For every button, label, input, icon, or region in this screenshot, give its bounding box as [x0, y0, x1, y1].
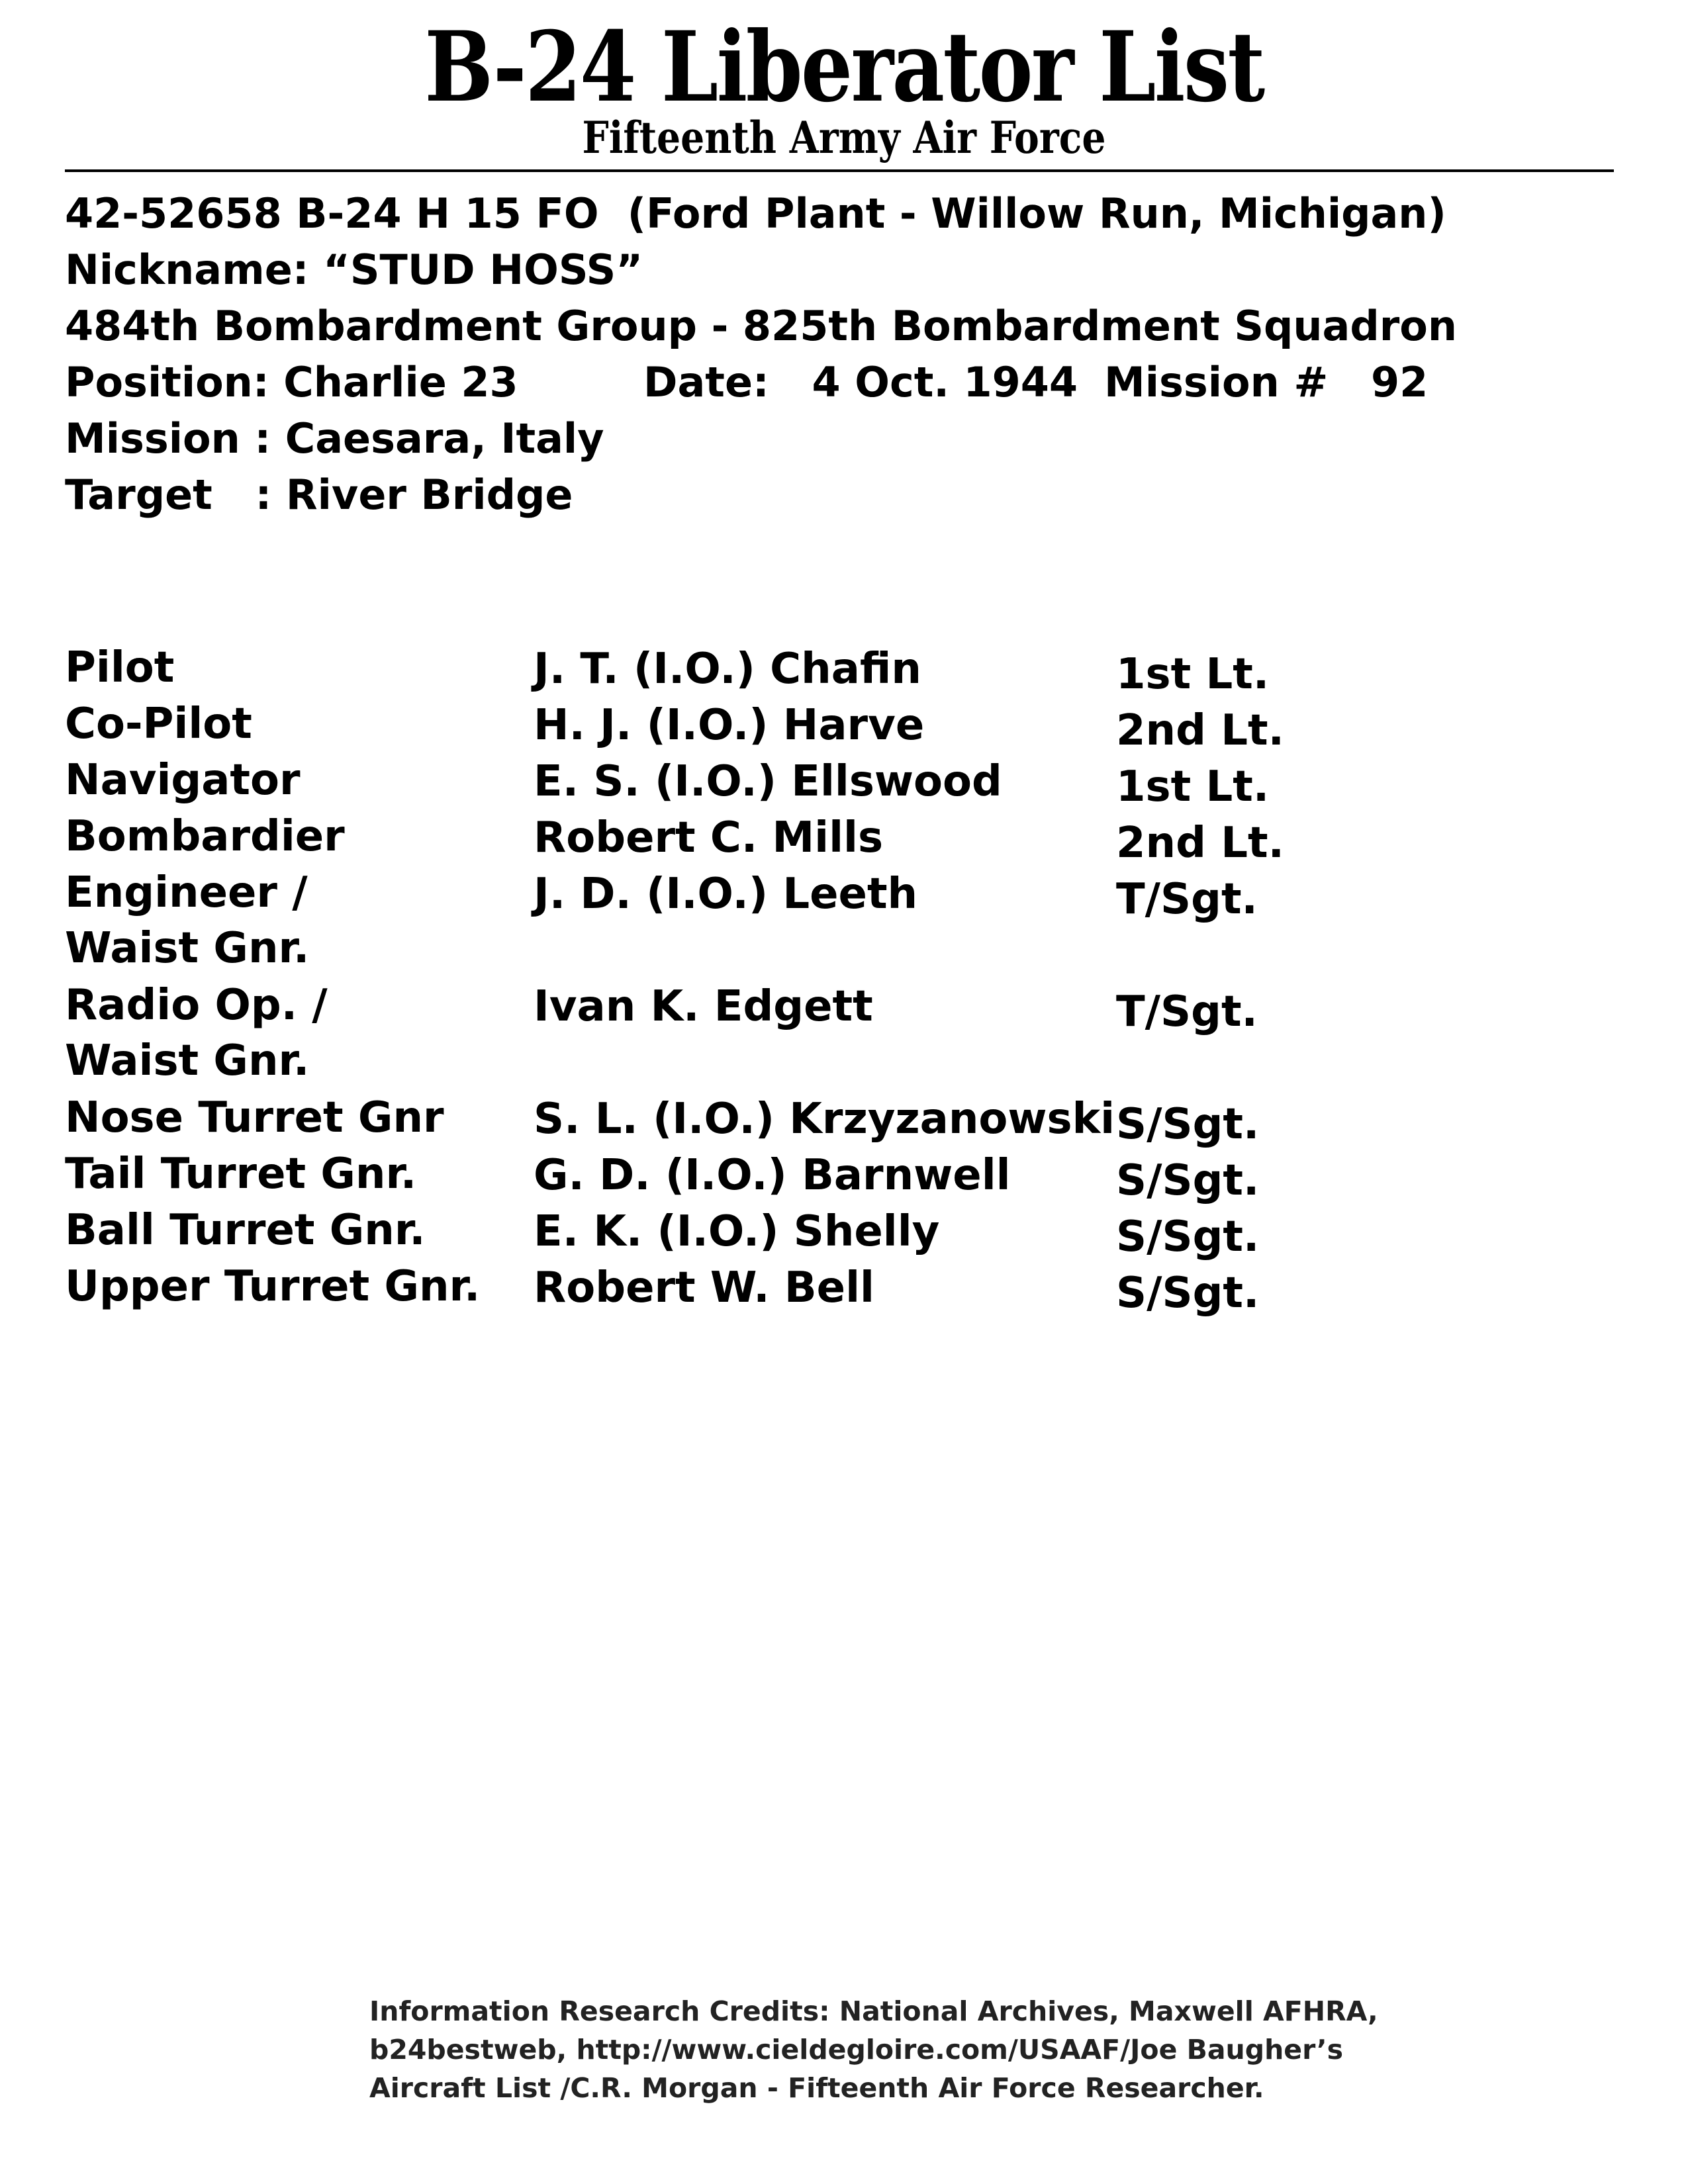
crew-rank: S/Sgt.: [1116, 1269, 1260, 1318]
aircraft-nickname-line: Nickname: “STUD HOSS”: [65, 246, 643, 294]
mission-target-line: Target : River Bridge: [65, 471, 573, 519]
crew-name: Ivan K. Edgett: [534, 982, 873, 1031]
crew-rank: 2nd Lt.: [1116, 819, 1284, 868]
mission-number: Mission # 92: [1104, 358, 1429, 406]
crew-name: S. L. (I.O.) Krzyzanowski: [534, 1095, 1115, 1144]
mission-location-line: Mission : Caesara, Italy: [65, 414, 604, 463]
crew-name: Robert C. Mills: [534, 813, 884, 862]
crew-name: J. T. (I.O.) Chafin: [534, 645, 921, 694]
crew-position: Bombardier: [65, 812, 345, 861]
credits-line: b24bestweb, http://www.cieldegloire.com/USAAF/Joe Baugher’s: [369, 2034, 1344, 2066]
crew-position: Ball Turret Gnr.: [65, 1206, 426, 1255]
crew-rank: S/Sgt.: [1116, 1100, 1260, 1149]
header-divider: [65, 169, 1614, 172]
credits-line: Information Research Credits: National Archives, Maxwell AFHRA,: [369, 1995, 1378, 2027]
crew-name: J. D. (I.O.) Leeth: [534, 870, 918, 919]
crew-rank: T/Sgt.: [1116, 987, 1258, 1036]
crew-position: Radio Op. / Waist Gnr.: [65, 981, 328, 1085]
crew-position: Upper Turret Gnr.: [65, 1262, 481, 1311]
aircraft-unit-line: 484th Bombardment Group - 825th Bombardment Squadron: [65, 302, 1458, 350]
crew-name: E. S. (I.O.) Ellswood: [534, 757, 1002, 806]
crew-position: Nose Turret Gnr: [65, 1093, 444, 1142]
crew-rank: 2nd Lt.: [1116, 706, 1284, 755]
crew-rank: S/Sgt.: [1116, 1156, 1260, 1205]
crew-position: Pilot: [65, 643, 175, 692]
mission-date: Date: 4 Oct. 1944: [643, 358, 1078, 406]
crew-name: H. J. (I.O.) Harve: [534, 701, 925, 750]
research-credits: [369, 1992, 1495, 2107]
crew-rank: 1st Lt.: [1116, 762, 1270, 811]
crew-position: Navigator: [65, 756, 301, 805]
crew-position: Engineer / Waist Gnr.: [65, 868, 310, 973]
crew-rank: S/Sgt.: [1116, 1212, 1260, 1261]
aircraft-serial-line: 42-52658 B-24 H 15 FO (Ford Plant - Willow Run, Michigan): [65, 189, 1446, 238]
page-subtitle: Fifteenth Army Air Force: [582, 112, 1106, 163]
mission-position: Position: Charlie 23: [65, 358, 518, 406]
page-title: B-24 Liberator List: [424, 11, 1264, 124]
crew-position: Tail Turret Gnr.: [65, 1150, 417, 1199]
crew-name: G. D. (I.O.) Barnwell: [534, 1151, 1011, 1200]
crew-rank: T/Sgt.: [1116, 875, 1258, 924]
credits-line: Aircraft List /C.R. Morgan - Fifteenth Air Force Researcher.: [369, 2072, 1264, 2104]
crew-position: Co-Pilot: [65, 700, 252, 749]
crew-rank: 1st Lt.: [1116, 650, 1270, 699]
crew-name: Robert W. Bell: [534, 1263, 874, 1312]
crew-name: E. K. (I.O.) Shelly: [534, 1207, 940, 1256]
